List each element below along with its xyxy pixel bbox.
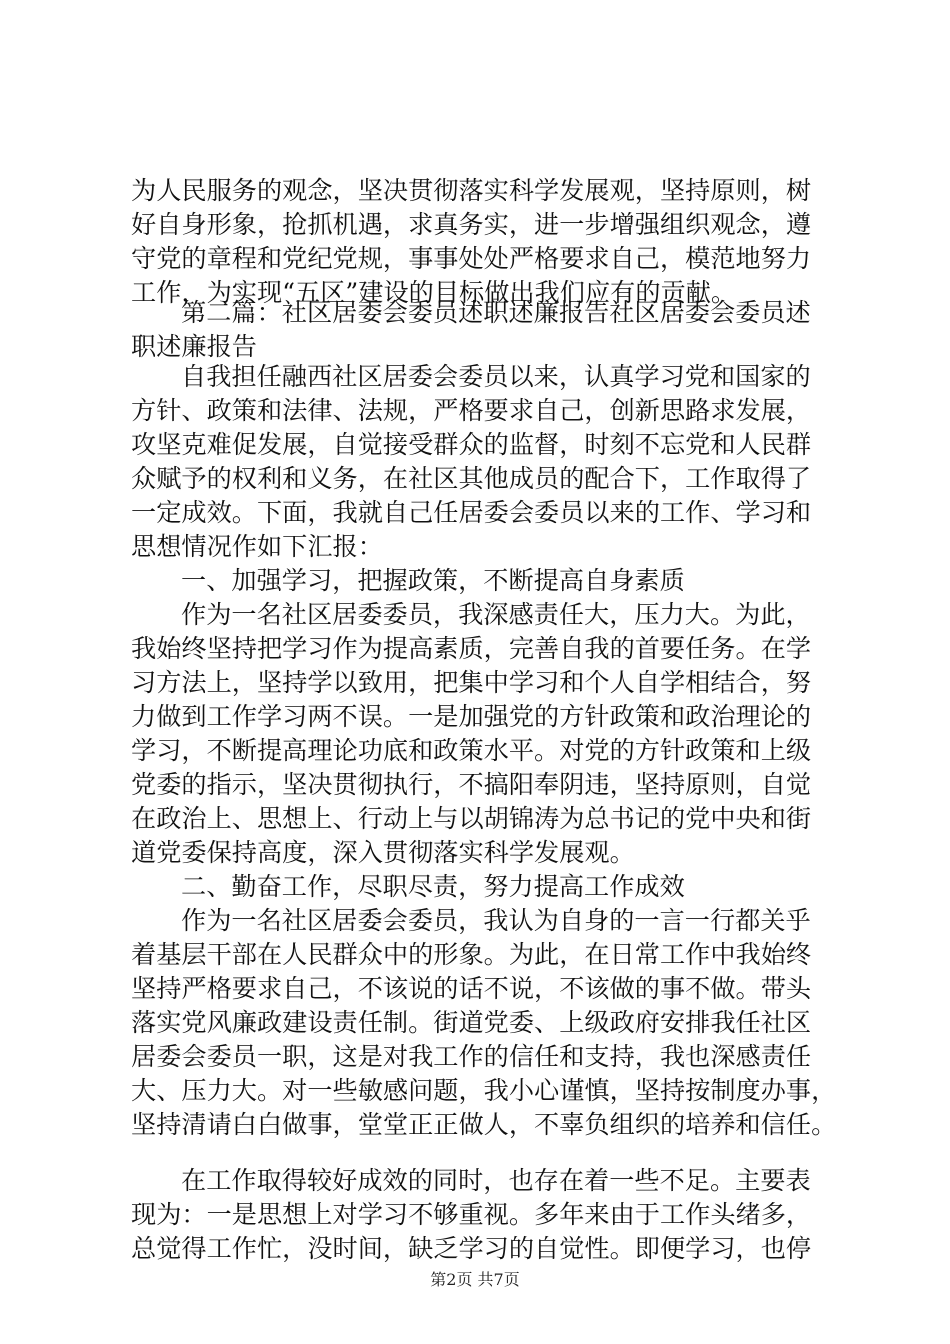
- body-text-line: 在政治上、思想上、行动上与以胡锦涛为总书记的党中央和街: [131, 804, 812, 833]
- body-text-line: 道党委保持高度，深入贯彻落实科学发展观。: [131, 838, 635, 867]
- body-text-line: 守党的章程和党纪党规，事事处处严格要求自己，模范地努力: [131, 244, 812, 273]
- body-text-line: 着基层干部在人民群众中的形象。为此，在日常工作中我始终: [131, 940, 812, 969]
- body-text-line: 众赋予的权利和义务，在社区其他成员的配合下，工作取得了: [131, 464, 812, 493]
- section-heading-line: 第二篇：社区居委会委员述职述廉报告社区居委会委员述: [181, 298, 811, 327]
- body-text-line: 方针、政策和法律、法规，严格要求自己，创新思路求发展，: [131, 396, 812, 425]
- body-text-line: 落实党风廉政建设责任制。街道党委、上级政府安排我任社区: [131, 1008, 812, 1037]
- section-heading-line: 职述廉报告: [131, 332, 257, 361]
- body-text-line: 居委会委员一职，这是对我工作的信任和支持，我也深感责任: [131, 1042, 812, 1071]
- body-text-line: 自我担任融西社区居委会委员以来，认真学习党和国家的: [181, 362, 811, 391]
- body-text-line: 攻坚克难促发展，自觉接受群众的监督，时刻不忘党和人民群: [131, 430, 812, 459]
- body-text-line: 坚持严格要求自己，不该说的话不说，不该做的事不做。带头: [131, 974, 812, 1003]
- body-text-line: 坚持清请白白做事，堂堂正正做人，不辜负组织的培养和信任。: [131, 1110, 837, 1139]
- body-text-line: 党委的指示，坚决贯彻执行，不搞阳奉阴违，坚持原则，自觉: [131, 770, 812, 799]
- body-text-line: 大、压力大。对一些敏感问题，我小心谨慎，坚持按制度办事，: [131, 1076, 837, 1105]
- body-text-line: 我始终坚持把学习作为提高素质，完善自我的首要任务。在学: [131, 634, 812, 663]
- body-text-line: 作为一名社区居委会委员，我认为自身的一言一行都关乎: [181, 906, 811, 935]
- subheading-line: 一、加强学习，把握政策，不断提高自身素质: [181, 566, 685, 595]
- body-text-line: 习方法上，坚持学以致用，把集中学习和个人自学相结合，努: [131, 668, 812, 697]
- body-text-line: 思想情况作如下汇报：: [131, 532, 383, 561]
- page-number-footer: 第2页 共7页: [430, 1270, 520, 1289]
- body-text-line: 在工作取得较好成效的同时，也存在着一些不足。主要表: [181, 1166, 811, 1195]
- body-text-line: 总觉得工作忙，没时间，缺乏学习的自觉性。即便学习，也停: [131, 1234, 812, 1263]
- body-text-line: 学习，不断提高理论功底和政策水平。对党的方针政策和上级: [131, 736, 812, 765]
- body-text-line: 力做到工作学习两不误。一是加强党的方针政策和政治理论的: [131, 702, 812, 731]
- body-text-line: 为人民服务的观念，坚决贯彻落实科学发展观，坚持原则，树: [131, 176, 812, 205]
- body-text-line: 现为：一是思想上对学习不够重视。多年来由于工作头绪多，: [131, 1200, 812, 1229]
- body-text-line: 一定成效。下面，我就自己任居委会委员以来的工作、学习和: [131, 498, 812, 527]
- body-text-line: 好自身形象，抢抓机遇，求真务实，进一步增强组织观念，遵: [131, 210, 812, 239]
- body-text-line: 作为一名社区居委委员，我深感责任大，压力大。为此，: [181, 600, 811, 629]
- body-text-line: 工作，为实现“五区”建设的目标做出我们应有的贡献。: [131, 278, 737, 307]
- subheading-line: 二、勤奋工作，尽职尽责，努力提高工作成效: [181, 872, 685, 901]
